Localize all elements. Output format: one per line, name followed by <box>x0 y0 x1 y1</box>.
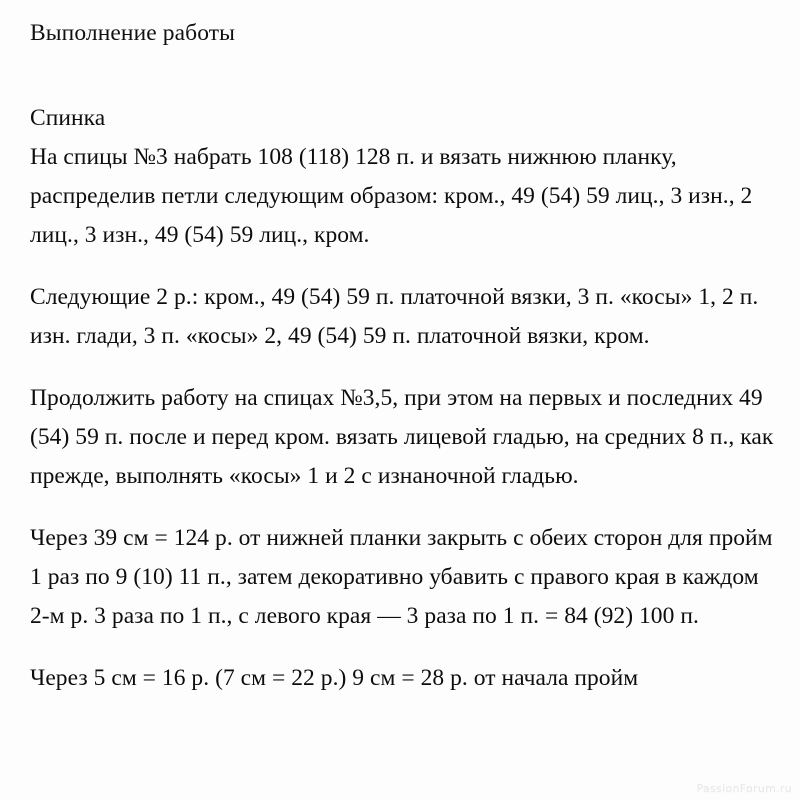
spacer-after-title <box>30 53 778 76</box>
page-title: Выполнение работы <box>30 20 236 46</box>
paragraph-armholes: Через 39 см = 124 р. от нижней планки закрыть с обеих сторон для пройм 1 раз по 9 (10) 11 п., затем декоративно убавить с правого края в каждом 2-м р. 3 раза по 1 п., с левого края — 3 раза по 1 п. = 84 (92) 100 п. <box>30 525 773 629</box>
paragraph-cast-on: На спицы №3 набрать 108 (118) 128 п. и вязать нижнюю планку, распределив петли следующим образом: кром., 49 (54) 59 лиц., 3 изн., 2 лиц., 3 изн., 49 (54) 59 лиц., кром. <box>30 144 753 248</box>
paragraph-gap-3 <box>30 496 778 519</box>
site-watermark: PassionForum.ru <box>696 782 792 795</box>
paragraph-next-rows: Следующие 2 р.: кром., 49 (54) 59 п. платочной вязки, 3 п. «косы» 1, 2 п. изн. глади, 3 п. «косы» 2, 49 (54) 59 п. платочной вязки, кром. <box>30 284 759 349</box>
paragraph-gap-1 <box>30 255 778 278</box>
paragraph-continue-work: Продолжить работу на спицах №3,5, при этом на первых и последних 49 (54) 59 п. после и перед кром. вязать лицевой гладью, на средних 8 п., как прежде, выполнять «косы» 1 и 2 с изнаночной гладью. <box>30 385 774 489</box>
section-title-spinka: Спинка <box>30 105 106 131</box>
paragraph-after-armholes: Через 5 см = 16 р. (7 см = 22 р.) 9 см = 28 р. от начала пройм <box>30 665 639 691</box>
paragraph-gap-4 <box>30 636 778 659</box>
document-body <box>30 14 778 698</box>
spacer-after-title-2 <box>30 76 778 99</box>
paragraph-gap-2 <box>30 356 778 379</box>
